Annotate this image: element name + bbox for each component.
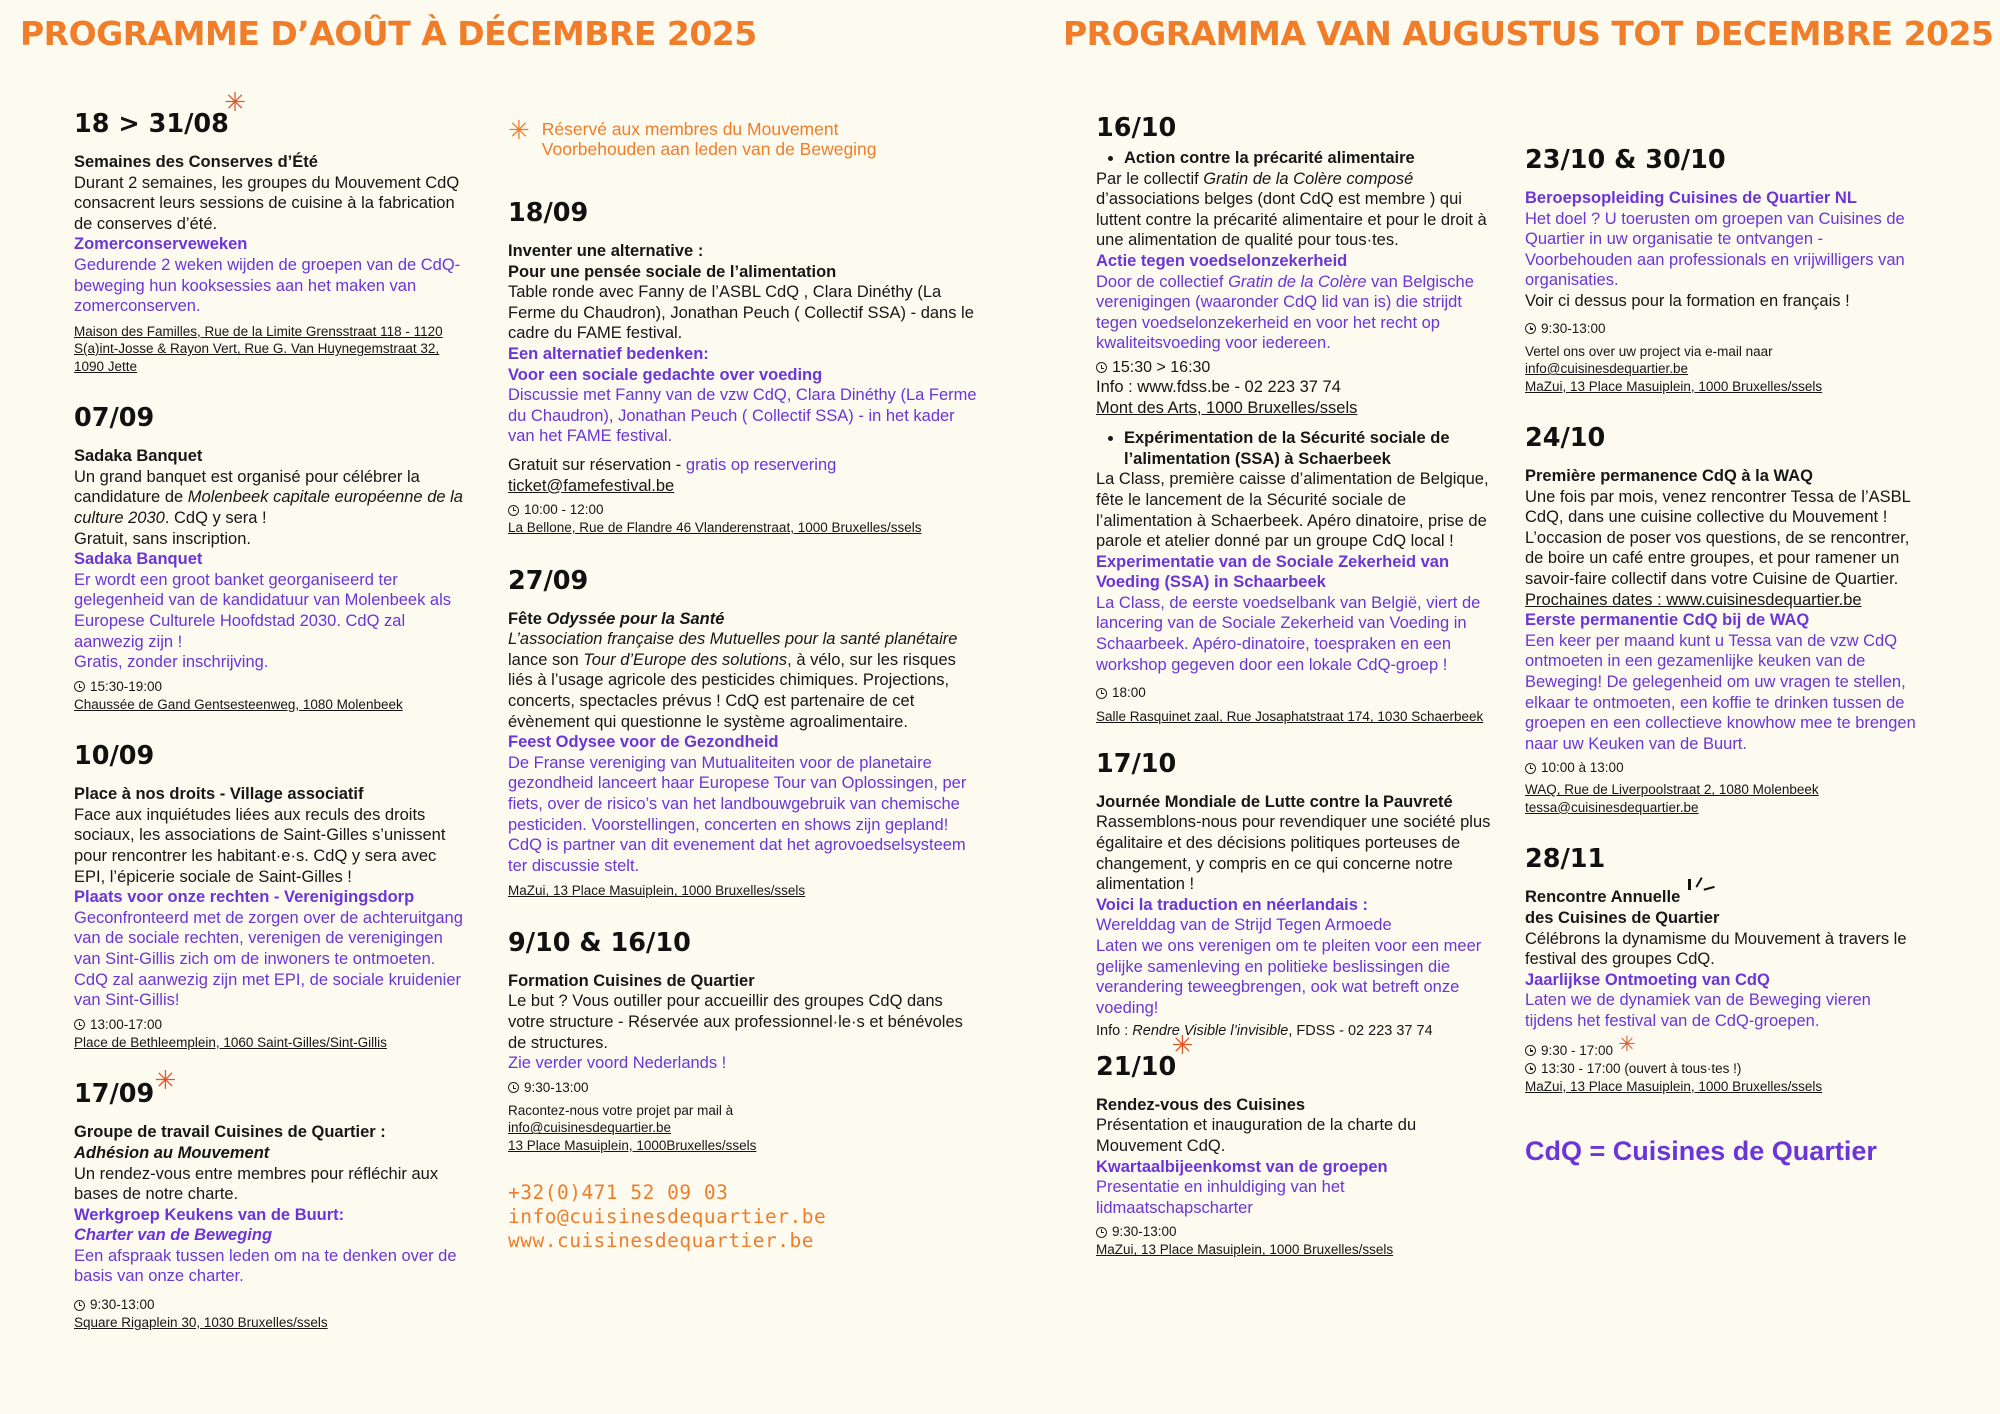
event-bullet-list [1096, 428, 1491, 469]
event-desc-fr: L’association française des Mutuelles pour la santé planétaire lance son Tour d’Europe des solutions, à vélo, sur les risques liés à l’usage agricole des pesticides chimiques. Projections, concerts, spectacles prévus ! CdQ est partenaire de cet évènement qui questionne le système agroalimentaire. [508, 630, 958, 731]
event-desc-fr: Un rendez-vous entre membres pour réfléchir aux bases de notre charte. [74, 1164, 439, 1204]
event-desc-nl: De Franse vereniging van Mutualiteiten voor de planetaire gezondheid lanceert haar Europese Tour van Oplossingen, per fiets, over de risico’s van het landbouwgebruik van chemische pesticiden. Voorstellingen, concerten en shows zijn gepland! CdQ is partner van dit evenement dat het agrovoedselsysteem ter discussie stelt. [508, 753, 967, 875]
event-desc-nl-2: Gratis, zonder inschrijving. [74, 653, 269, 672]
event-email-link[interactable]: ticket@famefestival.be [508, 476, 675, 495]
event-title-nl: Actie tegen voedselonzekerheid [1096, 251, 1348, 270]
event-desc-nl: Geconfronteerd met de zorgen over de achteruitgang van de sociale rechten, verenigen de verenigingen van Sint-Gillis zich om de inwoners te ontmoeten. CdQ zal aanwezig zijn met EPI, de sociale kruidenier van Sint-Gillis! [74, 908, 463, 1010]
event-date: 07/09 [74, 403, 155, 434]
event-location: 13 Place Masuiplein, 1000Bruxelles/ssels [508, 1137, 757, 1153]
event-title: Rencontre Annuelle [1525, 887, 1920, 908]
event-title: Rendez-vous des Cuisines [1096, 1095, 1306, 1114]
clock-icon [1096, 362, 1107, 373]
event-desc-fr: Un grand banquet est organisé pour célébrer la candidature de Molenbeek capitale européenne de la culture 2030. CdQ y sera ! [74, 467, 463, 528]
column-3 [1096, 112, 1491, 1286]
event-date: 24/10 [1525, 423, 1606, 454]
event-17-10 [1096, 748, 1491, 1041]
event-title-nl: Werkgroep Keukens van de Buurt: [74, 1205, 345, 1224]
member-star-icon: ✳ [508, 116, 530, 146]
event-title: Inventer une alternative : [508, 242, 704, 260]
event-desc-nl: La Class, de eerste voedselbank van België, viert de lancering van de Sociale Zekerheid van Voeding in Schaarbeek. Apéro-dinatoire, toespraken en een workshop gegeven door een lokale CdQ-groep ! [1096, 593, 1481, 674]
event-location: MaZui, 13 Place Masuiplein, 1000 Bruxelles/ssels [1096, 1242, 1394, 1258]
event-desc-nl: Laten we ons verenigen om te pleiten voor een meer gelijke samenleving en politieke beslissingen die verandering teweegbrengen, ook wat betreft onze voeding! [1096, 936, 1482, 1017]
event-time: 9:30-13:00 [74, 1296, 466, 1314]
event-title-nl: Een alternatief bedenken: [508, 344, 709, 363]
event-mail-text: Racontez-nous votre projet par mail à [508, 1102, 734, 1118]
clock-icon [1525, 323, 1536, 334]
event-title-nl-italic: Charter van de Beweging [74, 1226, 273, 1245]
event-desc-fr: Une fois par mois, venez rencontrer Tessa de l’ASBL CdQ, dans une cuisine collective du Mouvement ! L’occasion de poser vos questions, de se rencontrer, de boire un café entre groupes, et pour ramener un savoir-faire collectif dans votre Cuisine de Quartier. [1525, 487, 1911, 589]
event-desc-fr: Durant 2 semaines, les groupes du Mouvement CdQ consacrent leurs sessions de cuisine à la fabrication de conserves d’été. [74, 173, 460, 233]
member-note-text: Réservé aux membres du Mouvement Voorbehouden aan leden van de Beweging [541, 119, 877, 159]
event-title-nl: Experimentatie van de Sociale Zekerheid van Voeding (SSA) in Schaarbeek [1096, 552, 1450, 592]
event-desc-fr: Célébrons la dynamisme du Mouvement à travers le festival des groupes CdQ. [1525, 929, 1907, 969]
event-title: Semaines des Conserves d’Été [74, 153, 318, 171]
event-desc-nl: Discussie met Fanny van de vzw CdQ, Clara Dinéthy (La Ferme du Chaudron), Jonathan Peuch ( Collectif SSA) - in het kader van het FAME festival. [508, 386, 977, 446]
event-next-dates[interactable]: Prochaines dates : www.cuisinesdequartier.be [1525, 590, 1862, 609]
clock-icon [74, 681, 85, 692]
event-date: 21/10 ✳ [1096, 1030, 1194, 1082]
event-time-2: 13:30 - 17:00 (ouvert à tous·tes !) [1525, 1060, 1920, 1078]
event-email-link[interactable]: info@cuisinesdequartier.be [508, 1120, 672, 1136]
event-location: MaZui, 13 Place Masuiplein, 1000 Bruxelles/ssels [508, 883, 806, 899]
event-email-link[interactable]: tessa@cuisinesdequartier.be [1525, 799, 1699, 815]
member-star-icon: ✳ [224, 88, 246, 118]
event-title-2: des Cuisines de Quartier [1525, 908, 1720, 927]
event-time: 9:30-13:00 [1096, 1223, 1491, 1241]
event-title: Formation Cuisines de Quartier [508, 971, 755, 990]
event-27-09 [508, 565, 978, 900]
event-18-31-08 [74, 88, 466, 375]
event-title-nl: Sadaka Banquet [74, 550, 203, 569]
event-desc-nl: Er wordt een groot banket georganiseerd ter gelegenheid van de kandidatuur van Molenbeek als Europese Culturele Hoofdstad 2030. CdQ zal aanwezig zijn ! [74, 570, 452, 651]
clock-icon [508, 1082, 519, 1093]
event-booking: Gratuit sur réservation - gratis op reservering [508, 455, 837, 474]
event-16-10 [1096, 112, 1491, 726]
clock-icon [508, 505, 519, 516]
event-date: 23/10 & 30/10 [1525, 145, 1726, 175]
clock-icon [1525, 763, 1536, 774]
member-note [508, 116, 978, 159]
contact-block [508, 1181, 978, 1253]
event-desc-nl: Een afspraak tussen leden om na te denken over de basis van onze charter. [74, 1246, 457, 1286]
event-title-nl: Kwartaalbijeenkomst van de groepen [1096, 1157, 1388, 1176]
event-title-nl: Plaats voor onze rechten - Verenigingsdorp [74, 888, 415, 907]
event-time: 9:30 - 17:00 ✳ [1525, 1042, 1920, 1060]
event-time: 15:30-19:00 [74, 678, 466, 696]
event-title-nl: Jaarlijkse Ontmoeting van CdQ [1525, 970, 1770, 989]
event-title-nl: Beroepsopleiding Cuisines de Quartier NL [1525, 189, 1857, 207]
header-nl: PROGRAMMA VAN AUGUSTUS TOT DECEMBRE 2025 [1063, 14, 1994, 53]
event-desc-nl: Een keer per maand kunt u Tessa van de vzw CdQ ontmoeten in een gezamenlijke keuken van de Beweging! De gelegenheid om uw vragen te stellen, elkaar te ontmoeten, een koffie te drinken tussen de groepen en een collectieve knowhow mee te brengen naar uw Keuken van de Buurt. [1525, 631, 1916, 753]
event-time: 18:00 [1096, 684, 1491, 702]
column-2 [508, 116, 978, 1253]
clock-icon [74, 1019, 85, 1030]
event-title-nl: Voici la traduction en néerlandais : [1096, 895, 1369, 914]
event-desc-fr: Table ronde avec Fanny de l’ASBL CdQ , Clara Dinéthy (La Ferme du Chaudron), Jonathan Peuch ( Collectif SSA) - dans le cadre du FAME festival. [508, 283, 974, 343]
clock-icon [1096, 1227, 1107, 1238]
event-desc-fr: Rassemblons-nous pour revendiquer une société plus égalitaire et des décisions politiques porteuses de changement, y compris en ce qui concerne notre alimentation ! [1096, 813, 1491, 894]
event-date: 17/10 [1096, 748, 1177, 779]
event-desc-fr: Voir ci dessus pour la formation en français ! [1525, 291, 1850, 310]
event-title-italic: Adhésion au Mouvement [74, 1143, 270, 1162]
event-subtitle-nl: Werelddag van de Strijd Tegen Armoede [1096, 916, 1392, 935]
clock-icon [1525, 1045, 1536, 1056]
event-desc-nl: Zie verder voord Nederlands ! [508, 1054, 727, 1073]
event-title: Première permanence CdQ à la WAQ [1525, 467, 1813, 486]
contact-website[interactable]: www.cuisinesdequartier.be [508, 1229, 814, 1253]
event-email-link[interactable]: info@cuisinesdequartier.be [1525, 361, 1689, 377]
event-date: 18/09 [508, 198, 589, 228]
event-title: Journée Mondiale de Lutte contre la Pauvreté [1096, 792, 1453, 811]
event-desc-nl: Gedurende 2 weken wijden de groepen van de CdQ-beweging hun kooksessies aan het maken van zomerconserven. [74, 255, 461, 316]
clock-icon [74, 1300, 85, 1311]
event-location: La Bellone, Rue de Flandre 46 Vlanderenstraat, 1000 Bruxelles/ssels [508, 520, 922, 536]
event-desc-fr: Face aux inquiétudes liées aux reculs des droits sociaux, les associations de Saint-Gilles s’unissent pour rencontrer les habitant·e·s. CdQ y sera avec EPI, l’épicerie sociale de Saint-Gilles ! [74, 805, 446, 886]
event-title: Place à nos droits - Village associatif [74, 785, 364, 804]
event-28-11 [1525, 843, 1920, 1095]
event-info: Info : www.fdss.be - 02 223 37 74 [1096, 377, 1341, 396]
contact-email[interactable]: info@cuisinesdequartier.be [508, 1205, 827, 1229]
event-title: Fête Odyssée pour la Santé [508, 609, 725, 628]
event-desc-nl: Presentatie en inhuldiging van het lidmaatschapscharter [1096, 1178, 1345, 1217]
header-fr: PROGRAMME D’AOÛT À DÉCEMBRE 2025 [20, 14, 757, 53]
event-desc-nl: Door de collectief Gratin de la Colère van Belgische verenigingen (waaronder CdQ lid van is) die strijdt tegen voedselonzekerheid en voor het recht op kwaliteitsvoeding voor iedereen. [1096, 272, 1474, 353]
column-4 [1525, 144, 1920, 1167]
event-location: Place de Bethleemplein, 1060 Saint-Gilles/Sint-Gillis [74, 1034, 387, 1050]
event-title-2: Pour une pensée sociale de l’alimentation [508, 262, 837, 281]
event-desc-fr: Le but ? Vous outiller pour accueillir des groupes CdQ dans votre structure - Réservée aux professionnel·le·s et bénévoles de structures. [508, 992, 963, 1052]
sparkle-icon [1684, 887, 1714, 907]
event-title-nl: Zomerconserveweken [74, 235, 248, 254]
event-time: 10:00 - 12:00 [508, 501, 978, 519]
event-time: 15:30 > 16:30 [1096, 359, 1491, 377]
event-desc-nl: Het doel ? U toerusten om groepen van Cuisines de Quartier in uw organisatie te ontvangen - Voorbehouden aan professionals en vrijwilligers van organisaties. [1525, 209, 1905, 290]
contact-phone[interactable]: +32(0)471 52 09 03 [508, 1181, 729, 1205]
event-date: 27/09 [508, 565, 589, 596]
member-star-icon: ✳ [154, 1066, 177, 1097]
event-10-09 [74, 740, 466, 1051]
event-desc-fr: Par le collectif Gratin de la Colère composé d’associations belges (dont CdQ est membre ) qui luttent contre la précarité alimentaire et pour le droit à une alimentation de qualité pour tous·tes. [1096, 169, 1487, 250]
event-title-nl-2: Voor een sociale gedachte over voeding [508, 365, 823, 384]
event-desc-fr: La Class, première caisse d’alimentation de Belgique, fête le lancement de la Sécurité sociale de l’alimentation à Schaerbeek. Apéro dinatoire, prise de parole et atelier donné par un groupe CdQ local ! [1096, 470, 1489, 551]
event-title: Sadaka Banquet [74, 447, 203, 466]
event-title-nl: Feest Odysee voor de Gezondheid [508, 733, 779, 752]
event-date: 18 > 31/08 ✳ [74, 88, 246, 139]
event-07-09 [74, 402, 466, 713]
clock-icon [1525, 1063, 1536, 1074]
member-star-icon: ✳ [1618, 1031, 1636, 1056]
event-time: 10:00 à 13:00 [1525, 759, 1920, 777]
event-info: Info : Rendre Visible l’invisible, FDSS - 02 223 37 74 [1096, 1023, 1433, 1040]
event-location: Salle Rasquinet zaal, Rue Josaphatstraat 174, 1030 Schaerbeek [1096, 709, 1484, 725]
event-mail-text: Vertel ons over uw project via e-mail naar [1525, 343, 1773, 359]
event-location: WAQ, Rue de Liverpoolstraat 2, 1080 Molenbeek [1525, 782, 1819, 798]
bullet-title: • Action contre la précarité alimentaire [1124, 148, 1491, 169]
event-date: 9/10 & 16/10 [508, 927, 691, 958]
event-24-10 [1525, 422, 1920, 816]
event-17-09 [74, 1066, 466, 1331]
bullet-title: • Expérimentation de la Sécurité sociale de l’alimentation (SSA) à Schaerbeek [1124, 428, 1491, 469]
event-time: 9:30-13:00 [508, 1079, 978, 1097]
event-23-10-30-10 [1525, 144, 1920, 395]
event-date: 17/09 ✳ [74, 1066, 177, 1110]
event-location: Maison des Familles, Rue de la Limite Grensstraat 118 - 1120 S(a)int-Josse & Rayon Vert, Rue G. Van Huynegemstraat 32, 1090 Jette [74, 323, 443, 374]
event-time: 13:00-17:00 [74, 1016, 466, 1034]
member-star-icon: ✳ [1171, 1030, 1194, 1061]
event-location: Square Rigaplein 30, 1030 Bruxelles/ssels [74, 1315, 328, 1331]
column-1 [74, 88, 466, 1359]
event-bullet-list [1096, 148, 1491, 169]
event-location: MaZui, 13 Place Masuiplein, 1000 Bruxelles/ssels [1525, 378, 1823, 394]
event-18-09 [508, 197, 978, 537]
event-desc-nl: Laten we de dynamiek van de Beweging vieren tijdens het festival van de CdQ-groepen. [1525, 991, 1871, 1030]
event-desc-fr: Présentation et inauguration de la charte du Mouvement CdQ. [1096, 1116, 1417, 1155]
event-location: MaZui, 13 Place Masuiplein, 1000 Bruxelles/ssels [1525, 1078, 1823, 1094]
clock-icon [1096, 688, 1107, 699]
event-date: 28/11 [1525, 844, 1606, 875]
event-title-nl: Eerste permanentie CdQ bij de WAQ [1525, 611, 1810, 630]
event-date: 16/10 [1096, 113, 1177, 143]
event-date: 10/09 [74, 741, 155, 772]
event-desc-fr-2: Gratuit, sans inscription. [74, 529, 251, 548]
event-9-10-16-10 [508, 927, 978, 1154]
event-location: Chaussée de Gand Gentsesteenweg, 1080 Molenbeek [74, 696, 403, 712]
event-location: Mont des Arts, 1000 Bruxelles/ssels [1096, 398, 1358, 417]
event-time: 9:30-13:00 [1525, 320, 1920, 338]
cdq-legend: CdQ = Cuisines de Quartier [1525, 1136, 1877, 1167]
event-title: Groupe de travail Cuisines de Quartier : [74, 1123, 386, 1142]
